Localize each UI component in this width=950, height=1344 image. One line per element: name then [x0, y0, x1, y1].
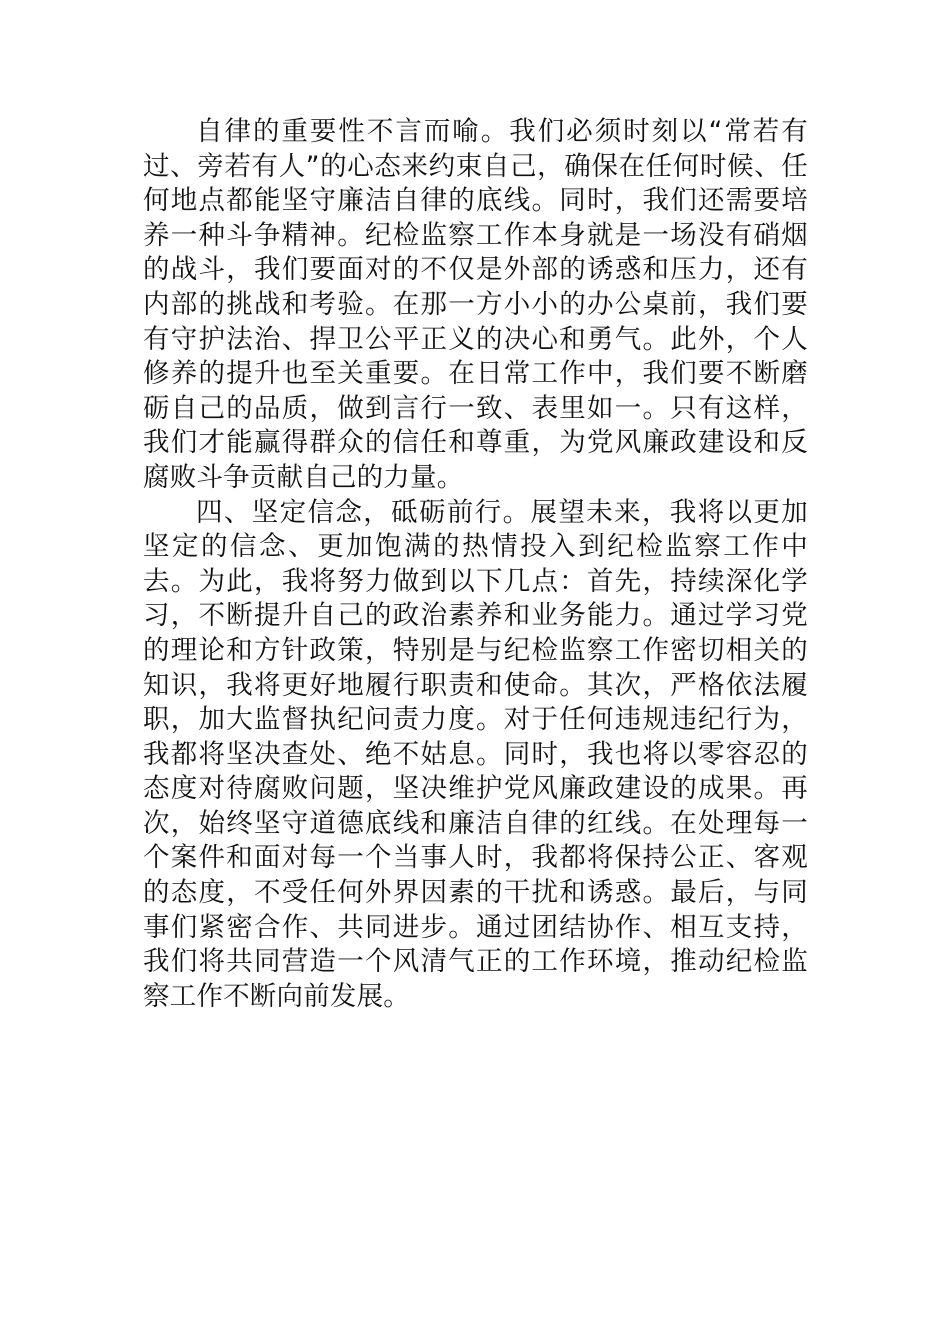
document-body: [143, 115, 808, 1014]
paragraph-self-discipline: 自律的重要性不言而喻。我们必须时刻以“常若有过、旁若有人”的心态来约束自己，确保在任何时候、任何地点都能坚守廉洁自律的底线。同时，我们还需要培养一种斗争精神。纪检监察工作本身就是一场没有硝烟的战斗，我们要面对的不仅是外部的诱惑和压力，还有内部的挑战和考验。在那一方小小的办公桌前，我们要有守护法治、捍卫公平正义的决心和勇气。此外，个人修养的提升也至关重要。在日常工作中，我们要不断磨砺自己的品质，做到言行一致、表里如一。只有这样，我们才能赢得群众的信任和尊重，为党风廉政建设和反腐败斗争贡献自己的力量。: [143, 116, 808, 493]
paragraph-firm-belief: 四、坚定信念，砥砺前行。展望未来，我将以更加坚定的信念、更加饱满的热情投入到纪检监察工作中去。为此，我将努力做到以下几点：首先，持续深化学习，不断提升自己的政治素养和业务能力。通过学习党的理论和方针政策，特别是与纪检监察工作密切相关的知识，我将更好地履行职责和使命。其次，严格依法履职，加大监督执纪问责力度。对于任何违规违纪行为，我都将坚决查处、绝不姑息。同时，我也将以零容忍的态度对待腐败问题，坚决维护党风廉政建设的成果。再次，始终坚守道德底线和廉洁自律的红线。在处理每一个案件和面对每一个当事人时，我都将保持公正、客观的态度，不受任何外界因素的干扰和诱惑。最后，与同事们紧密合作、共同进步。通过团结协作、相互支持，我们将共同营造一个风清气正的工作环境，推动纪检监察工作不断向前发展。: [143, 496, 808, 1012]
